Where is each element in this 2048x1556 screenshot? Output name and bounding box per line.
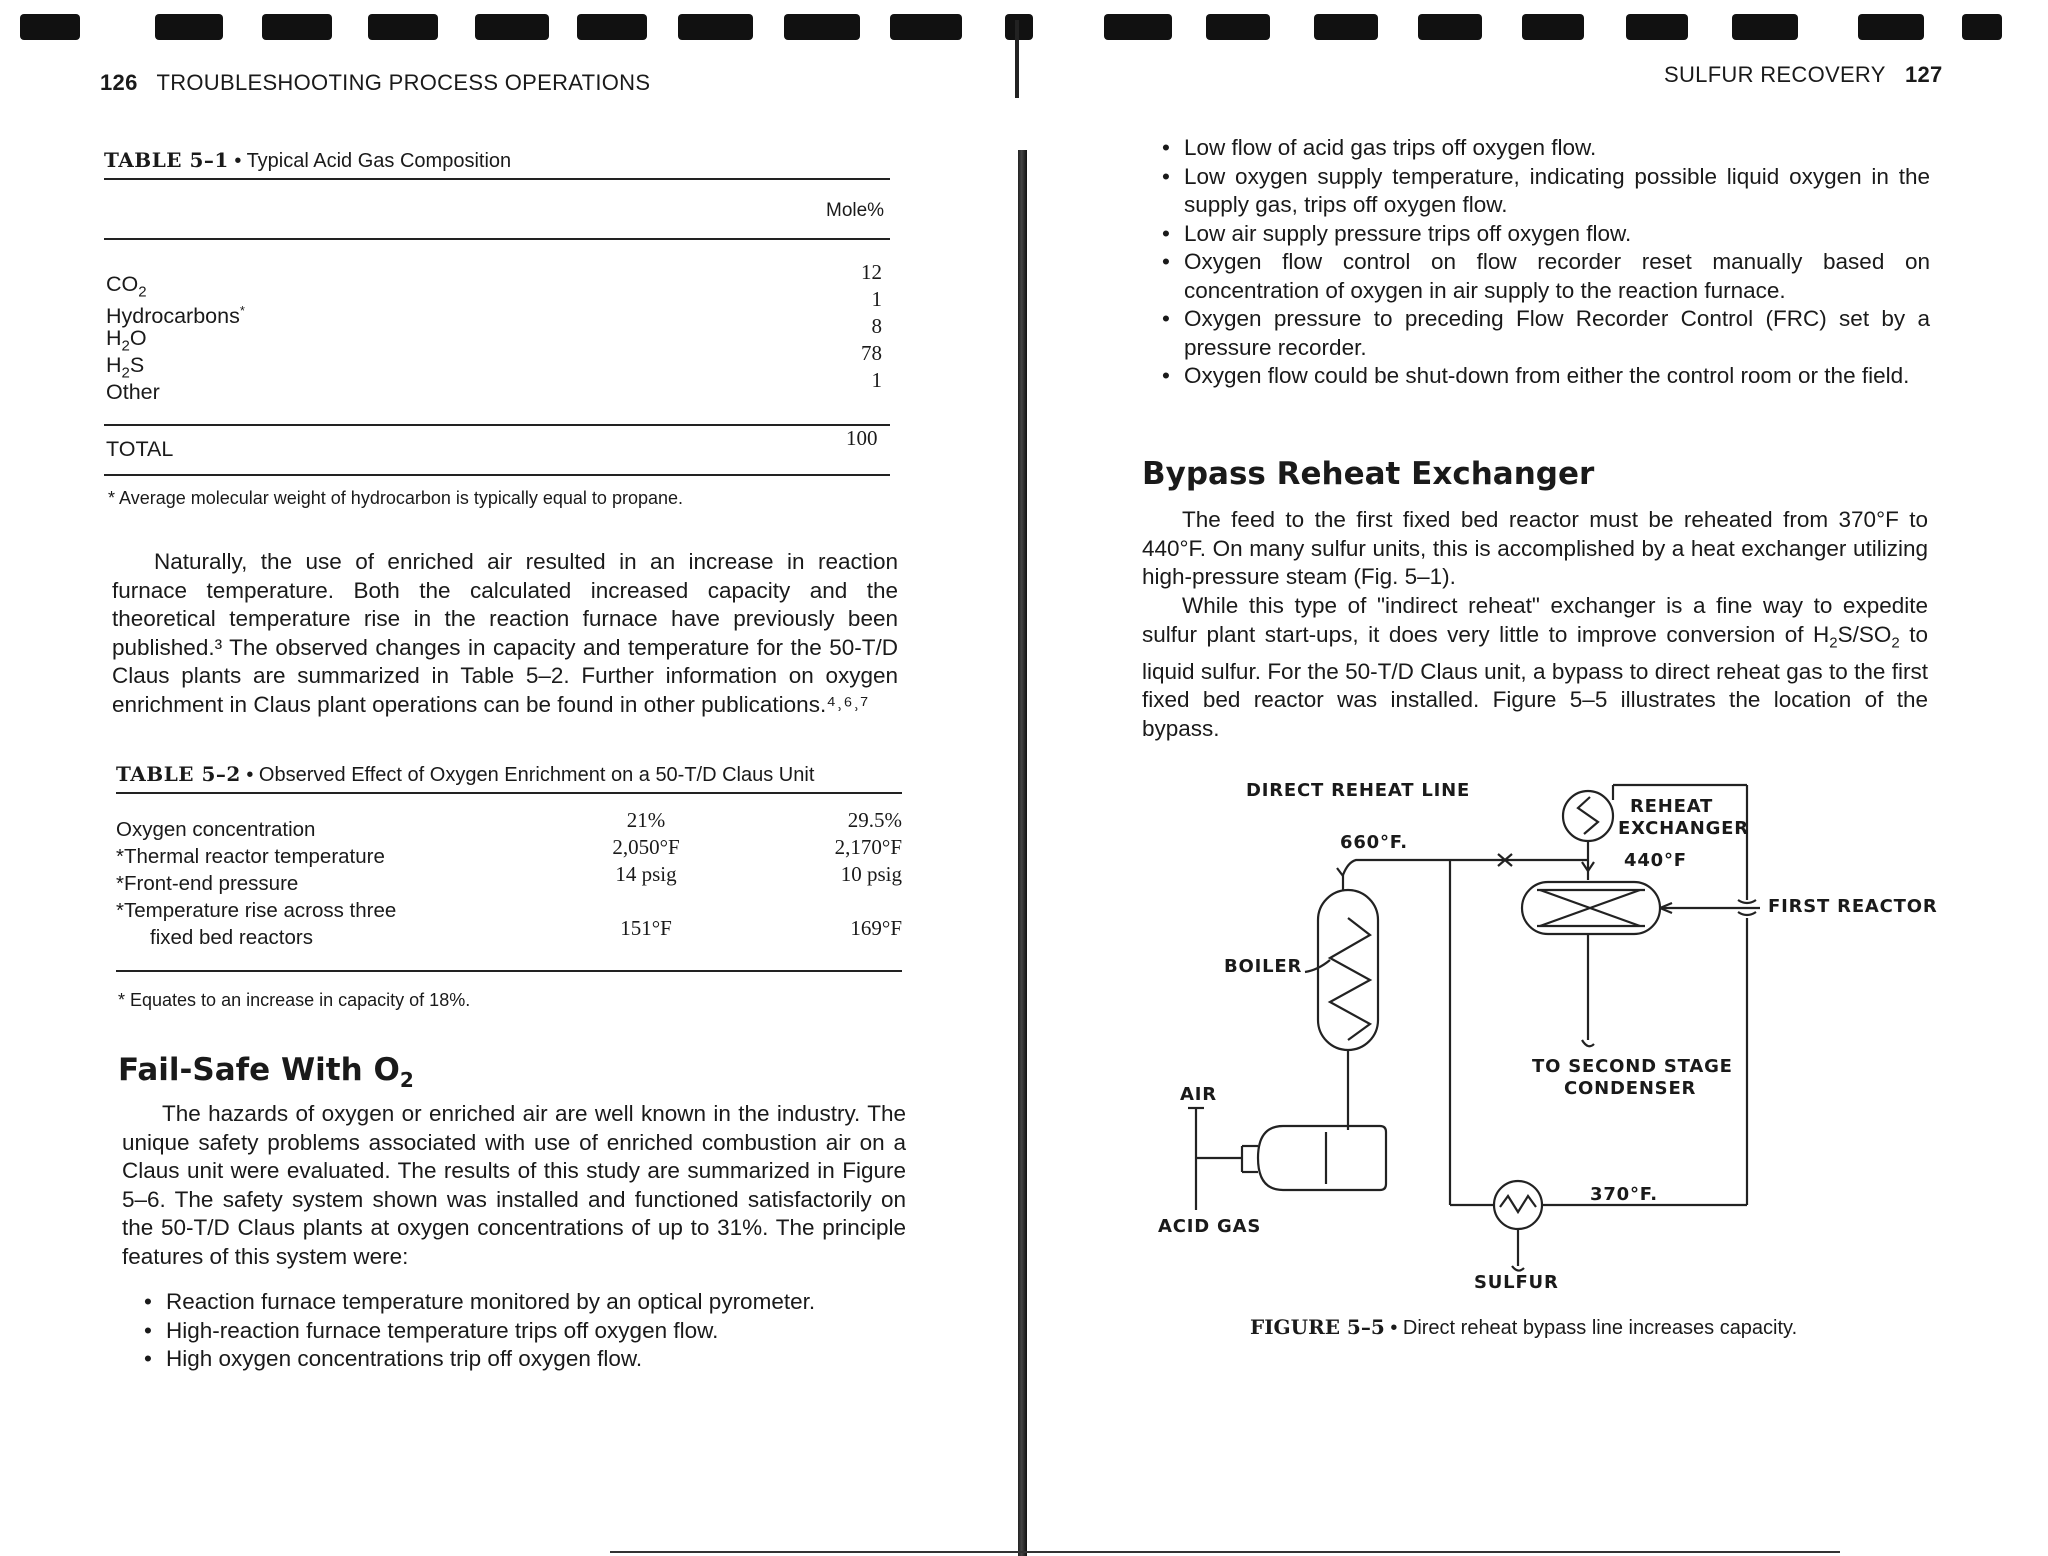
right-running-title: SULFUR RECOVERY <box>1664 62 1886 87</box>
table-rule <box>116 970 902 972</box>
right-bullet-list <box>1158 134 1930 391</box>
row-label: Hydrocarbons* <box>106 303 245 329</box>
page-edge-line <box>610 1551 1840 1553</box>
table-5-1-body <box>106 260 886 405</box>
row-label: $H_2S$ <box>106 353 145 382</box>
total-value: 100 <box>846 426 878 450</box>
list-item: • High-reaction furnace temperature trips off oxygen flow. <box>140 1317 900 1346</box>
row-label: Other <box>106 380 160 404</box>
table-row <box>106 287 886 329</box>
paragraph-enriched-air: Naturally, the use of enriched air resulted in an increase in reaction furnace temperature. Both the calculated increased capacity and the theoretical temperature rise in the reaction furnace have previously been published.³ The observed changes in capacity and temperature for the 50-T/D Claus plants are summarized in Table 5–2. Further information on oxygen enrichment in Claus plant operations can be found in other publications.⁴˒⁶˒⁷ <box>112 549 898 717</box>
column-header-mole-percent: Mole% <box>826 200 885 221</box>
row-label: *Thermal reactor temperature <box>116 845 385 868</box>
heading-bypass-reheat: Bypass Reheat Exchanger <box>1142 456 1595 492</box>
row-value-29-5-percent: 29.5% <box>847 808 902 832</box>
label-acid-gas: ACID GAS <box>1158 1216 1262 1237</box>
table-row <box>116 835 906 872</box>
table-row <box>106 341 886 382</box>
table-5-2-footnote: * Equates to an increase in capacity of 18%. <box>118 990 471 1010</box>
label-boiler: BOILER <box>1224 956 1303 977</box>
left-bullet-list <box>140 1288 900 1374</box>
table-row <box>106 368 886 405</box>
book-gutter <box>1018 150 1027 1556</box>
row-value-29-5-percent: 169°F <box>850 916 902 940</box>
direct-reheat-line <box>1343 860 1410 875</box>
figure-5-5-caption: FIGURE 5–5 • Direct reheat bypass line increases capacity. <box>1250 1315 1798 1339</box>
row-value-21-percent: 151°F <box>620 916 672 940</box>
label-to-second-stage: TO SECOND STAGE <box>1532 1056 1733 1077</box>
row-label: *Temperature rise across three <box>116 899 397 922</box>
table-rule <box>104 474 890 476</box>
label-exchanger: EXCHANGER <box>1618 818 1749 839</box>
list-item: • Oxygen flow control on flow recorder reset manually based on concentration of oxygen in air supply to the reaction furnace. <box>1158 248 1930 305</box>
list-item: • Oxygen flow could be shut-down from either the control room or the field. <box>1158 362 1930 391</box>
list-item: • High oxygen concentrations trip off oxygen flow. <box>140 1345 900 1374</box>
left-page-number: 126 <box>100 70 138 95</box>
list-item: • Low air supply pressure trips off oxygen flow. <box>1158 220 1930 249</box>
table-row <box>116 916 906 953</box>
row-label: Oxygen concentration <box>116 818 316 841</box>
table-rule <box>104 178 890 180</box>
table-row <box>106 260 886 301</box>
label-660f: 660°F. <box>1340 832 1408 853</box>
row-label: fixed bed reactors <box>150 926 313 949</box>
table-row <box>116 899 906 926</box>
table-row <box>116 808 906 845</box>
table-5-2-body <box>116 808 906 953</box>
spiral-binding <box>0 0 2048 50</box>
spine-top <box>1015 20 1019 98</box>
row-label: $CO_2$ <box>106 272 147 301</box>
list-item: • Low oxygen supply temperature, indicating possible liquid oxygen in the supply gas, trips off oxygen flow. <box>1158 163 1930 220</box>
label-440f: 440°F <box>1624 850 1687 871</box>
list-item: • Reaction furnace temperature monitored by an optical pyrometer. <box>140 1288 900 1317</box>
row-value: 8 <box>871 314 882 338</box>
paragraph-feed-reheat: The feed to the first fixed bed reactor must be reheated from 370°F to 440°F. On many sulfur units, this is accomplished by a heat exchanger utilizing high-pressure steam (Fig. 5–1). <box>1142 507 1928 589</box>
row-value: 78 <box>861 341 882 365</box>
label-air: AIR <box>1180 1084 1217 1105</box>
row-value-21-percent: 2,050°F <box>612 835 680 859</box>
reaction-furnace-icon <box>1258 1126 1386 1190</box>
row-value-21-percent: 14 psig <box>615 862 677 886</box>
heading-fail-safe: Fail-Safe With $O_2$ <box>118 1052 414 1093</box>
table-rule <box>104 424 890 426</box>
label-direct-reheat-line: DIRECT REHEAT LINE <box>1246 780 1471 801</box>
label-first-reactor: FIRST REACTOR <box>1768 896 1938 917</box>
table-5-2-title: TABLE 5–2 • Observed Effect of Oxygen Enrichment on a 50-T/D Claus Unit <box>116 762 815 786</box>
row-value-29-5-percent: 2,170°F <box>834 835 902 859</box>
row-value: 1 <box>871 287 882 311</box>
row-label: *Front-end pressure <box>116 872 299 895</box>
label-condenser: CONDENSER <box>1564 1078 1697 1099</box>
table-5-1-footnote: * Average molecular weight of hydrocarbon is typically equal to propane. <box>108 488 684 508</box>
total-label: TOTAL <box>106 437 174 461</box>
table-rule <box>104 238 890 240</box>
row-value-29-5-percent: 10 psig <box>840 862 902 886</box>
table-5-1-title: TABLE 5–1 • Typical Acid Gas Composition <box>104 148 512 172</box>
table-rule <box>116 792 902 794</box>
label-reheat: REHEAT <box>1630 796 1714 817</box>
right-page-number: 127 <box>1904 62 1943 87</box>
label-sulfur: SULFUR <box>1474 1272 1559 1293</box>
table-row <box>116 862 906 899</box>
left-running-title: TROUBLESHOOTING PROCESS OPERATIONS <box>156 70 651 95</box>
row-value: 12 <box>861 260 882 284</box>
list-item: • Oxygen pressure to preceding Flow Recorder Control (FRC) set by a pressure recorder. <box>1158 305 1930 362</box>
label-370f: 370°F. <box>1590 1184 1658 1205</box>
right-page-header <box>1664 62 1943 88</box>
list-item: • Low flow of acid gas trips off oxygen flow. <box>1158 134 1930 163</box>
paragraph-hazards: The hazards of oxygen or enriched air are well known in the industry. The unique safety problems associated with use of enriched combustion air on a Claus unit were evaluated. The results of this study are summarized in Figure 5–6. The safety system shown was installed and functioned satisfactorily on the 50-T/D Claus plants at oxygen concentrations of up to 31%. The principle features of this system were: <box>122 1101 906 1269</box>
paragraph-indirect-reheat: While this type of "indirect reheat" exchanger is a fine way to expedite sulfur plant start-ups, it does very little to improve conversion of $H_2S/SO_2$ to liquid sulfur. For the 50-T/D Claus unit, a bypass to direct reheat gas to the first fixed bed reactor was installed. Figure 5–5 illustrates the location of the bypass. <box>1142 593 1928 741</box>
left-page-header <box>100 70 650 96</box>
row-value: 1 <box>871 368 882 392</box>
row-label: $H_2O$ <box>106 326 147 355</box>
row-value-21-percent: 21% <box>626 808 666 832</box>
